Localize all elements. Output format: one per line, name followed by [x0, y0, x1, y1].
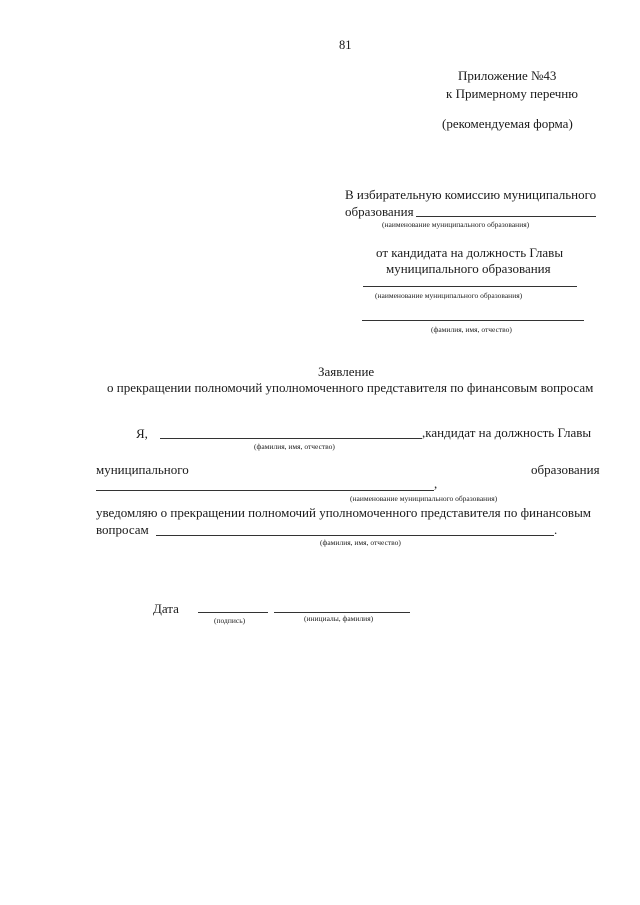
statement-title: Заявление [318, 364, 375, 379]
applicant-fio-field[interactable] [160, 438, 422, 439]
addressee-commission: В избирательную комиссию муниципального [345, 187, 597, 202]
questions-word: вопросам [96, 522, 149, 537]
candidate-fio-field[interactable] [362, 320, 584, 321]
form-type: (рекомендуемая форма) [442, 116, 573, 131]
date-label: Дата [153, 601, 179, 616]
initials-field[interactable] [274, 612, 410, 613]
candidate-fio-caption: (фамилия, имя, отчество) [431, 325, 512, 334]
candidate-suffix: ,кандидат на должность Главы [422, 425, 592, 440]
municipality-caption-3: (наименование муниципального образования) [350, 494, 498, 503]
end-period: . [554, 522, 558, 537]
addressee-formation: образования [345, 204, 414, 219]
statement-subtitle: о прекращении полномочий уполномоченного представителя по финансовым вопросам [107, 380, 594, 395]
line-comma: , [434, 476, 438, 491]
initials-caption: (инициалы, фамилия) [304, 614, 374, 623]
signature-field[interactable] [198, 612, 268, 613]
municipality-caption-1: (наименование муниципального образования) [382, 220, 530, 229]
from-candidate: от кандидата на должность Главы [376, 245, 564, 260]
municipal-word: муниципального [96, 462, 189, 477]
municipality-field-1[interactable] [416, 216, 596, 217]
municipality-field-3[interactable] [96, 490, 434, 491]
formation-word: образования [531, 462, 600, 477]
applicant-fio-caption: (фамилия, имя, отчество) [254, 442, 335, 451]
municipality-field-2[interactable] [363, 286, 577, 287]
appendix-number: Приложение №43 [458, 68, 557, 83]
page-number: 81 [339, 38, 352, 52]
representative-fio-caption: (фамилия, имя, отчество) [320, 538, 401, 547]
municipality-caption-2: (наименование муниципального образования) [375, 291, 523, 300]
i-label: Я, [136, 426, 148, 441]
from-municipal-formation: муниципального образования [386, 261, 551, 276]
notify-text: уведомляю о прекращении полномочий уполномоченного представителя по финансовым [96, 505, 592, 520]
appendix-list-ref: к Примерному перечню [446, 86, 578, 101]
representative-fio-field[interactable] [156, 535, 554, 536]
signature-caption: (подпись) [214, 616, 246, 625]
